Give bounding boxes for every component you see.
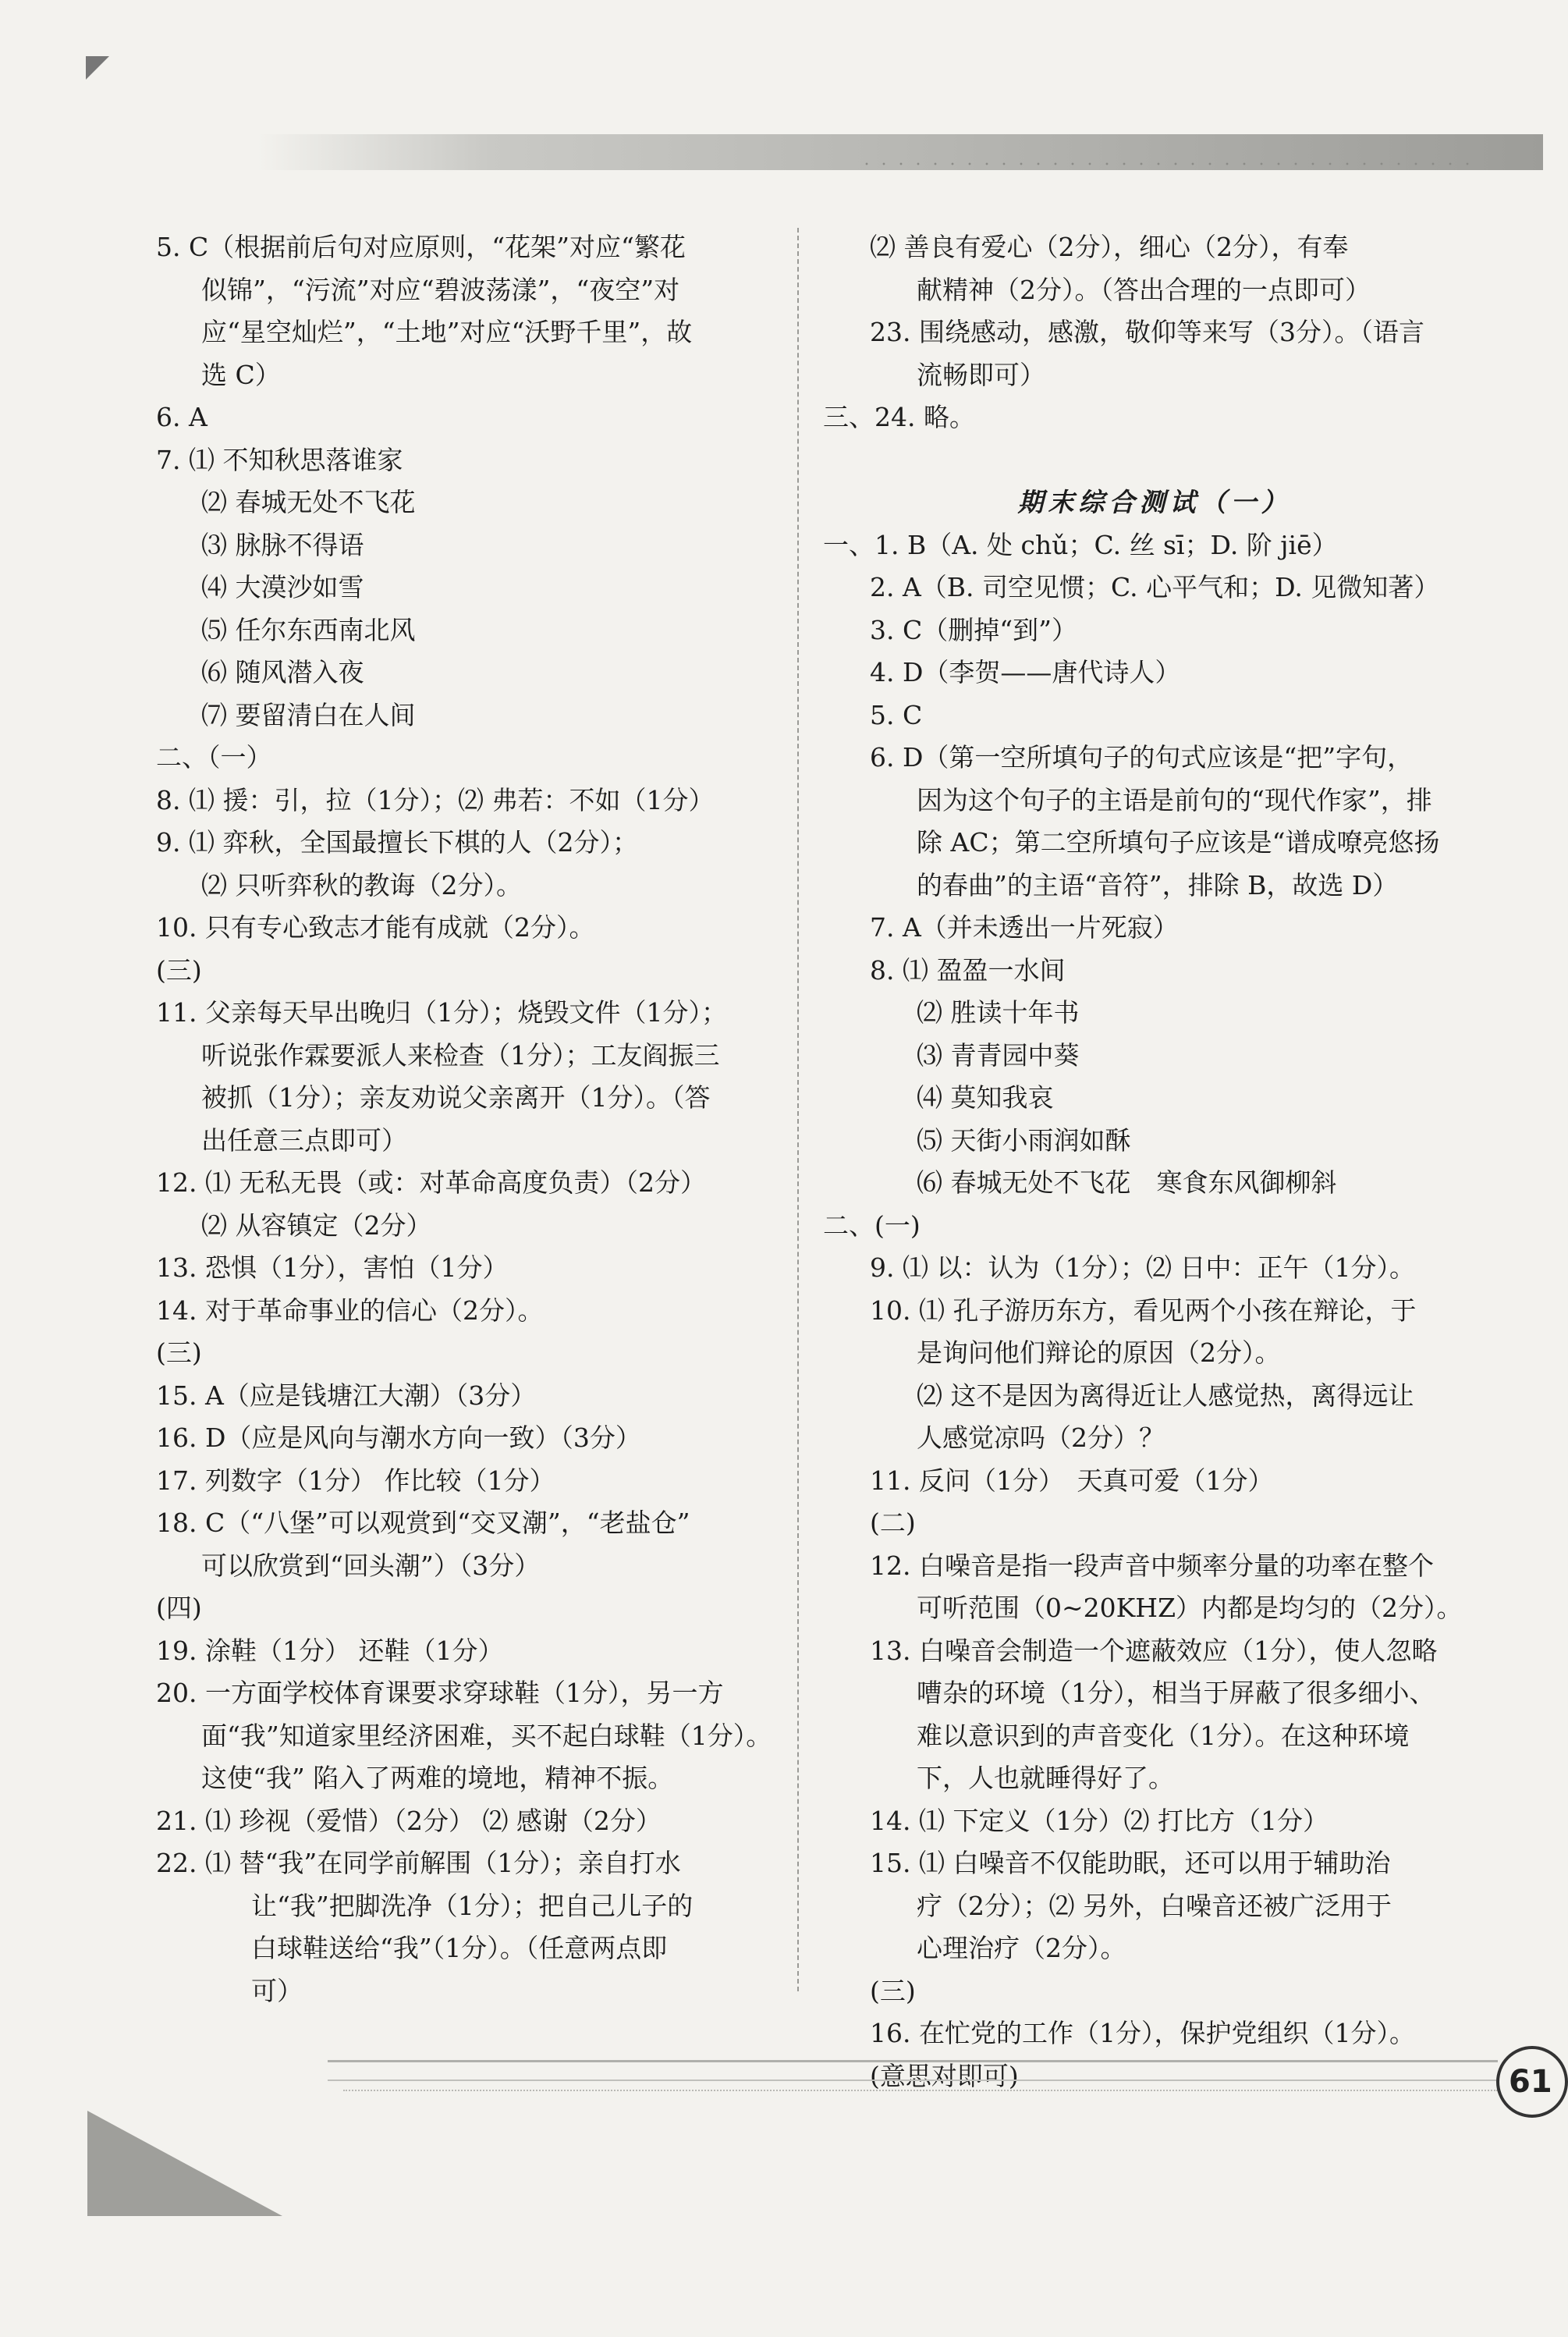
left-line: 被抓（1分）；亲友劝说父亲离开（1分）。（答 bbox=[201, 1082, 711, 1113]
right-line: ⑶ 青青园中葵 bbox=[917, 1039, 1080, 1071]
right-line: 献精神（2分）。（答出合理的一点即可） bbox=[917, 274, 1371, 305]
right-line: 人感觉凉吗（2分）？ bbox=[917, 1422, 1165, 1453]
left-line: (三) bbox=[156, 1337, 202, 1368]
left-line: 22. ⑴ 替“我”在同学前解围（1分）；亲自打水 bbox=[156, 1848, 681, 1878]
left-line: 5. C（根据前后句对应原则，“花架”对应“繁花 bbox=[156, 232, 686, 262]
left-line: ⑹ 随风潜入夜 bbox=[201, 657, 364, 687]
left-line: 应“星空灿烂”，“土地”对应“沃野千里”，故 bbox=[201, 317, 693, 347]
right-line: 期末综合测试（一） bbox=[1017, 487, 1292, 517]
footer-dotted-rule bbox=[343, 2090, 1498, 2091]
right-line: 23. 围绕感动，感激，敬仰等来写（3分）。（语言 bbox=[870, 317, 1424, 347]
right-line: 9. ⑴ 以：认为（1分）；⑵ 日中：正午（1分）。 bbox=[870, 1252, 1415, 1283]
right-line: (三) bbox=[870, 1975, 916, 2006]
left-line: ⑸ 任尔东西南北风 bbox=[201, 614, 416, 645]
left-line: 可以欣赏到“回头潮”）（3分） bbox=[201, 1550, 541, 1581]
right-line: 流畅即可） bbox=[917, 359, 1045, 390]
right-line: 因为这个句子的主语是前句的“现代作家”，排 bbox=[917, 784, 1432, 815]
right-column bbox=[823, 226, 1486, 2097]
right-line: 的春曲”的主语“音符”，排除 B，故选 D） bbox=[917, 869, 1399, 900]
left-line: 听说张作霖要派人来检查（1分）；工友阎振三 bbox=[201, 1039, 720, 1071]
left-line: 选 C） bbox=[201, 359, 281, 390]
left-line: 7. ⑴ 不知秋思落谁家 bbox=[156, 444, 403, 475]
right-line bbox=[823, 439, 1486, 482]
left-line: 12. ⑴ 无私无畏（或：对革命高度负责）（2分） bbox=[156, 1167, 706, 1198]
left-line: 这使“我” 陷入了两难的境地，精神不振。 bbox=[201, 1763, 674, 1793]
right-line: 二、(一) bbox=[823, 1209, 921, 1241]
right-line: 15. ⑴ 白噪音不仅能助眠，还可以用于辅助治 bbox=[870, 1848, 1391, 1878]
right-line: ⑵ 善良有爱心（2分），细心（2分），有奉 bbox=[870, 232, 1349, 262]
left-line: (四) bbox=[156, 1593, 202, 1623]
right-line: 三、24. 略。 bbox=[823, 402, 975, 432]
right-line: 可听范围（0~20KHZ）内都是均匀的（2分）。 bbox=[917, 1593, 1463, 1623]
right-line: 疗（2分）；⑵ 另外，白噪音还被广泛用于 bbox=[917, 1890, 1392, 1921]
right-line: ⑸ 天街小雨润如酥 bbox=[917, 1124, 1131, 1156]
left-line: 出任意三点即可） bbox=[201, 1124, 407, 1156]
right-line: 一、1. B（A. 处 chǔ；C. 丝 sī；D. 阶 jiē） bbox=[823, 529, 1338, 560]
right-line: 是询问他们辩论的原因（2分）。 bbox=[917, 1337, 1281, 1368]
right-line: (意思对即可) bbox=[870, 2060, 1019, 2091]
left-line: 6. A bbox=[156, 402, 208, 432]
left-line: 19. 涂鞋（1分） 还鞋（1分） bbox=[156, 1635, 504, 1666]
right-line: ⑹ 春城无处不飞花 寒食东风御柳斜 bbox=[917, 1167, 1337, 1198]
right-line: 2. A（B. 司空见惯；C. 心平气和；D. 见微知著） bbox=[870, 572, 1440, 602]
left-line: 20. 一方面学校体育课要求穿球鞋（1分），另一方 bbox=[156, 1678, 724, 1708]
left-line: ⑶ 脉脉不得语 bbox=[201, 529, 364, 560]
left-line: 13. 恐惧（1分），害怕（1分） bbox=[156, 1252, 509, 1283]
left-line: 让“我”把脚洗净（1分）；把自己儿子的 bbox=[251, 1890, 694, 1921]
right-line: 14. ⑴ 下定义（1分）⑵ 打比方（1分） bbox=[870, 1805, 1329, 1836]
right-line: 6. D（第一空所填句子的句式应该是“把”字句， bbox=[870, 742, 1414, 772]
left-line: 9. ⑴ 弈秋，全国最擅长下棋的人（2分）； bbox=[156, 827, 638, 858]
right-line: 心理治疗（2分）。 bbox=[917, 1933, 1126, 1963]
right-line: 下，人也就睡得好了。 bbox=[917, 1763, 1174, 1793]
left-line: ⑵ 只听弈秋的教诲（2分）。 bbox=[201, 869, 522, 900]
right-line: 5. C bbox=[870, 699, 923, 730]
left-line: 18. C（“八堡”可以观赏到“交叉潮”，“老盐仓” bbox=[156, 1508, 690, 1538]
right-line: 难以意识到的声音变化（1分）。在这种环境 bbox=[917, 1720, 1410, 1751]
right-line: 3. C（删掉“到”） bbox=[870, 614, 1077, 645]
left-column bbox=[156, 226, 772, 2012]
right-line: 12. 白噪音是指一段声音中频率分量的功率在整个 bbox=[870, 1550, 1434, 1581]
left-line: 21. ⑴ 珍视（爱惜）（2分） ⑵ 感谢（2分） bbox=[156, 1805, 662, 1836]
corner-mark bbox=[86, 56, 109, 80]
left-line: 可） bbox=[251, 1975, 303, 2006]
left-line: ⑵ 从容镇定（2分） bbox=[201, 1209, 432, 1241]
left-line: 17. 列数字（1分） 作比较（1分） bbox=[156, 1465, 555, 1496]
footer-rule bbox=[328, 2060, 1498, 2081]
left-line: 14. 对于革命事业的信心（2分）。 bbox=[156, 1295, 544, 1326]
right-line: 7. A（并未透出一片死寂） bbox=[870, 912, 1179, 943]
left-line: 似锦”，“污流”对应“碧波荡漾”，“夜空”对 bbox=[201, 274, 680, 305]
right-line: 8. ⑴ 盈盈一水间 bbox=[870, 954, 1066, 986]
header-dots bbox=[858, 162, 1482, 165]
left-line: 二、（一） bbox=[156, 742, 272, 772]
left-line: 8. ⑴ 援：引，拉（1分）；⑵ 弗若：不如（1分） bbox=[156, 784, 715, 815]
left-line: 10. 只有专心致志才能有成就（2分）。 bbox=[156, 912, 595, 943]
left-line: 面“我”知道家里经济困难，买不起白球鞋（1分）。 bbox=[201, 1720, 772, 1751]
left-line: ⑺ 要留清白在人间 bbox=[201, 699, 416, 730]
footer-wedge bbox=[87, 2111, 282, 2216]
right-line: 11. 反问（1分） 天真可爱（1分） bbox=[870, 1465, 1274, 1496]
left-line: ⑷ 大漠沙如雪 bbox=[201, 572, 364, 602]
left-line: 16. D（应是风向与潮水方向一致）（3分） bbox=[156, 1422, 641, 1453]
right-line: 嘈杂的环境（1分），相当于屏蔽了很多细小、 bbox=[917, 1678, 1435, 1708]
right-line: ⑵ 这不是因为离得近让人感觉热，离得远让 bbox=[917, 1380, 1414, 1411]
right-line: 13. 白噪音会制造一个遮蔽效应（1分），使人忽略 bbox=[870, 1635, 1438, 1666]
page-number: 61 bbox=[1496, 2046, 1568, 2118]
right-line: 10. ⑴ 孔子游历东方，看见两个小孩在辩论，于 bbox=[870, 1295, 1417, 1326]
right-line: 除 AC；第二空所填句子应该是“谱成嘹亮悠扬 bbox=[917, 827, 1440, 858]
right-line: ⑵ 胜读十年书 bbox=[917, 997, 1080, 1028]
left-line: 15. A（应是钱塘江大潮）（3分） bbox=[156, 1380, 537, 1411]
column-divider bbox=[797, 228, 799, 1991]
right-line: (二) bbox=[870, 1508, 916, 1538]
left-line: 11. 父亲每天早出晚归（1分）；烧毁文件（1分）； bbox=[156, 997, 727, 1028]
left-line: (三) bbox=[156, 954, 202, 986]
right-line: ⑷ 莫知我哀 bbox=[917, 1082, 1054, 1113]
right-line: 4. D（李贺——唐代诗人） bbox=[870, 657, 1181, 687]
left-line: ⑵ 春城无处不飞花 bbox=[201, 487, 416, 517]
right-line: 16. 在忙党的工作（1分），保护党组织（1分）。 bbox=[870, 2018, 1415, 2048]
left-line: 白球鞋送给“我”（1分）。（任意两点即 bbox=[251, 1933, 668, 1963]
